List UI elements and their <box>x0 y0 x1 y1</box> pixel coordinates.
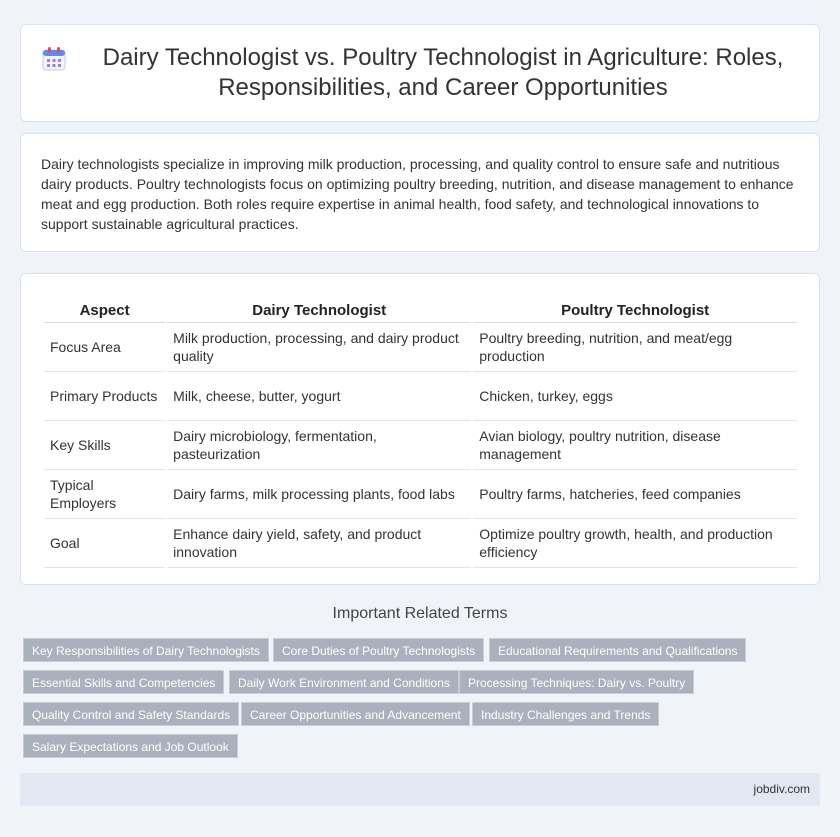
related-term-tag[interactable]: Essential Skills and Competencies <box>23 670 224 694</box>
aspect-cell: Focus Area <box>44 323 165 372</box>
related-term-tag[interactable]: Educational Requirements and Qualifications <box>489 638 746 662</box>
poultry-cell: Poultry breeding, nutrition, and meat/egg production <box>473 323 797 372</box>
table-row <box>44 323 797 372</box>
header-card <box>20 24 820 122</box>
poultry-cell: Optimize poultry growth, health, and production efficiency <box>473 519 797 568</box>
table-row <box>44 470 797 519</box>
dairy-cell: Milk production, processing, and dairy product quality <box>167 323 471 372</box>
poultry-cell: Chicken, turkey, eggs <box>473 372 797 421</box>
related-terms-heading: Important Related Terms <box>332 605 508 622</box>
related-term-tag[interactable]: Key Responsibilities of Dairy Technologists <box>23 638 269 662</box>
aspect-cell: Key Skills <box>44 421 165 470</box>
intro-paragraph: Dairy technologists specialize in improving milk production, processing, and quality control to ensure safe and nutritious dairy products. Poultry technologists focus on optimizing poultry breeding, nutrition, and disease management to enhance meat and egg production. Both roles require expertise in animal health, food safety, and technological innovations to support sustainable agricultural practices. <box>41 156 794 232</box>
footer <box>20 773 820 806</box>
calendar-icon <box>41 46 67 72</box>
related-term-tag[interactable]: Career Opportunities and Advancement <box>241 702 470 726</box>
poultry-cell: Avian biology, poultry nutrition, disease management <box>473 421 797 470</box>
header-poultry: Poultry Technologist <box>473 294 797 323</box>
aspect-cell: Primary Products <box>44 372 165 421</box>
related-term-tag[interactable]: Quality Control and Safety Standards <box>23 702 239 726</box>
comparison-table <box>42 294 799 568</box>
table-row <box>44 372 797 421</box>
table-row <box>44 421 797 470</box>
related-term-tag[interactable]: Processing Techniques: Dairy vs. Poultry <box>459 670 694 694</box>
related-term-tag[interactable]: Daily Work Environment and Conditions <box>229 670 459 694</box>
footer-site[interactable]: jobdiv.com <box>753 782 810 796</box>
table-header-row <box>44 294 797 323</box>
comparison-card <box>20 273 820 585</box>
dairy-cell: Milk, cheese, butter, yogurt <box>167 372 471 421</box>
intro-card <box>20 133 820 252</box>
header-aspect: Aspect <box>44 294 165 323</box>
page-title: Dairy Technologist vs. Poultry Technologist in Agriculture: Roles, Responsibilities, and Career Opportunities <box>102 44 784 101</box>
table-row <box>44 519 797 568</box>
poultry-cell: Poultry farms, hatcheries, feed companies <box>473 470 797 519</box>
aspect-cell: Typical Employers <box>44 470 165 519</box>
dairy-cell: Dairy microbiology, fermentation, pasteurization <box>167 421 471 470</box>
related-term-tag[interactable]: Salary Expectations and Job Outlook <box>23 734 238 758</box>
header-dairy: Dairy Technologist <box>167 294 471 323</box>
related-term-tag[interactable]: Industry Challenges and Trends <box>472 702 659 726</box>
dairy-cell: Enhance dairy yield, safety, and product innovation <box>167 519 471 568</box>
dairy-cell: Dairy farms, milk processing plants, food labs <box>167 470 471 519</box>
related-term-tag[interactable]: Core Duties of Poultry Technologists <box>273 638 484 662</box>
aspect-cell: Goal <box>44 519 165 568</box>
